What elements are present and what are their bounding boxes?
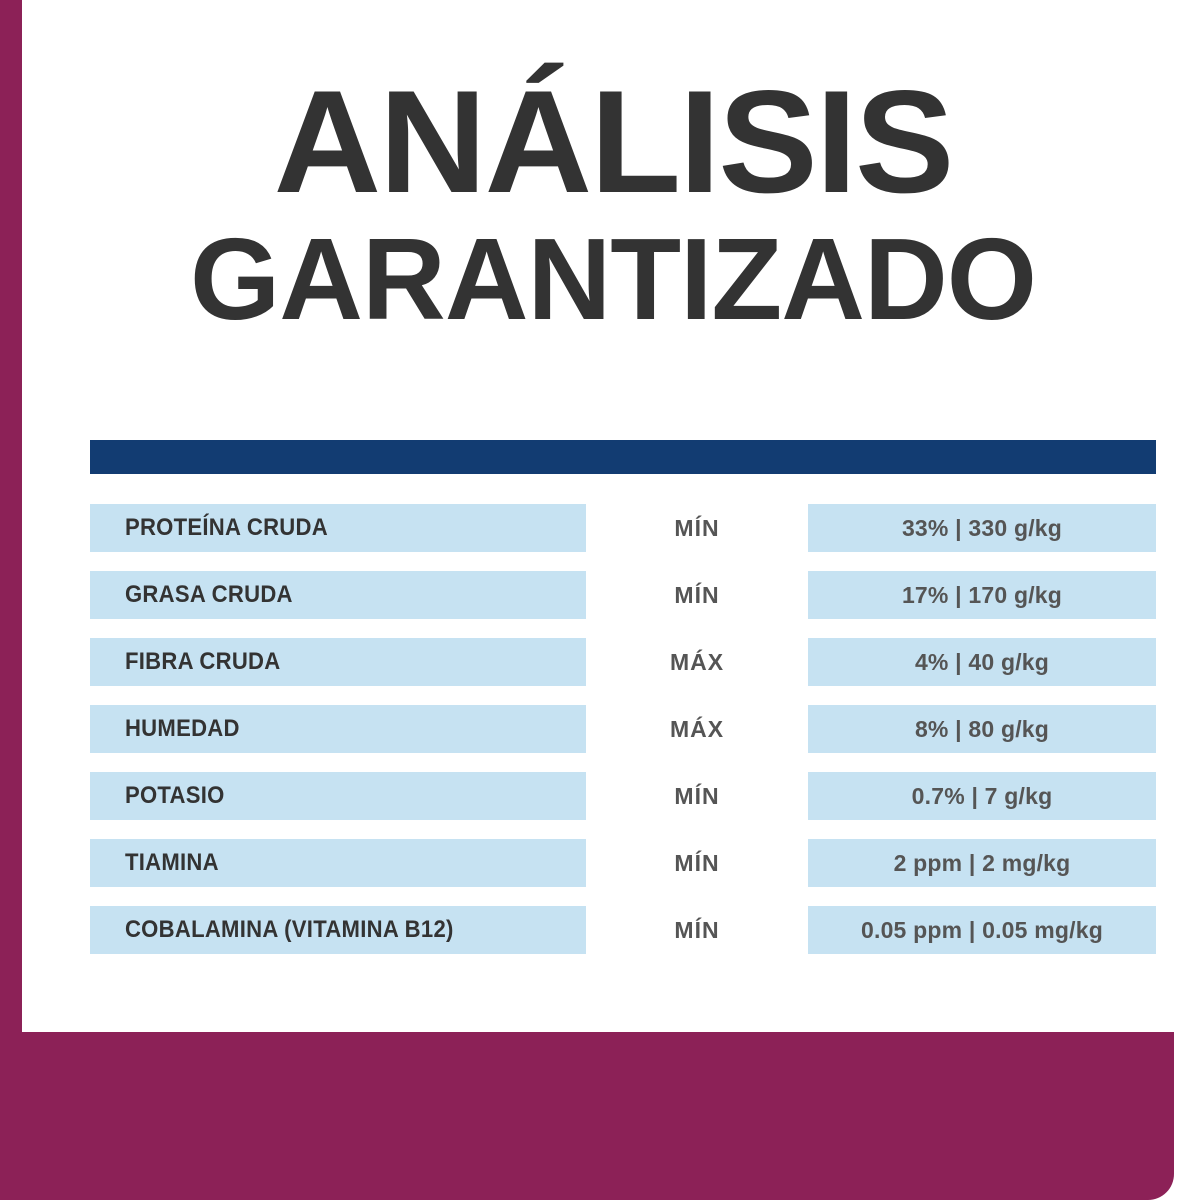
value-label: 0.05 ppm | 0.05 mg/kg [860, 916, 1103, 943]
nutrient-cell [90, 839, 586, 887]
nutrient-label: FIBRA CRUDA [124, 648, 281, 675]
limit-cell [586, 571, 808, 619]
value-label: 33% | 330 g/kg [901, 514, 1063, 541]
limit-label: MÁX [669, 715, 725, 742]
analysis-card [22, 0, 1200, 1030]
value-label: 0.7% | 7 g/kg [911, 782, 1053, 809]
value-cell [808, 504, 1156, 552]
page-title [68, 60, 1158, 345]
table-row [90, 839, 1156, 887]
table-row [90, 504, 1156, 552]
value-cell [808, 772, 1156, 820]
bottom-frame-band [0, 1032, 1174, 1200]
table-row [90, 772, 1156, 820]
limit-cell [586, 638, 808, 686]
nutrient-label: HUMEDAD [124, 715, 240, 742]
value-label: 8% | 80 g/kg [914, 715, 1050, 742]
limit-label: MÍN [674, 581, 720, 608]
nutrient-label: PROTEÍNA CRUDA [124, 514, 328, 541]
nutrient-cell [90, 906, 586, 954]
value-cell [808, 906, 1156, 954]
value-cell [808, 839, 1156, 887]
limit-cell [586, 906, 808, 954]
limit-cell [586, 705, 808, 753]
nutrient-cell [90, 638, 586, 686]
header-divider-bar [90, 440, 1156, 474]
limit-label: MÍN [674, 849, 720, 876]
guaranteed-analysis-table [90, 504, 1156, 973]
limit-cell [586, 839, 808, 887]
nutrient-cell [90, 504, 586, 552]
value-cell [808, 571, 1156, 619]
limit-cell [586, 772, 808, 820]
nutrient-label: POTASIO [124, 782, 225, 809]
value-label: 2 ppm | 2 mg/kg [893, 849, 1071, 876]
nutrient-cell [90, 571, 586, 619]
value-cell [808, 705, 1156, 753]
table-row [90, 705, 1156, 753]
table-row [90, 571, 1156, 619]
table-row [90, 906, 1156, 954]
value-cell [808, 638, 1156, 686]
left-frame-band [0, 0, 22, 1200]
limit-cell [586, 504, 808, 552]
title-line-analisis: ANÁLISIS [273, 60, 953, 223]
nutrient-cell [90, 705, 586, 753]
limit-label: MÍN [674, 514, 720, 541]
limit-label: MÁX [669, 648, 725, 675]
limit-label: MÍN [674, 916, 720, 943]
nutrient-label: GRASA CRUDA [124, 581, 293, 608]
table-row [90, 638, 1156, 686]
title-line-garantizado: GARANTIZADO [189, 214, 1037, 345]
value-label: 17% | 170 g/kg [901, 581, 1063, 608]
value-label: 4% | 40 g/kg [914, 648, 1050, 675]
limit-label: MÍN [674, 782, 720, 809]
nutrient-label: COBALAMINA (VITAMINA B12) [124, 916, 454, 943]
nutrient-label: TIAMINA [124, 849, 219, 876]
nutrient-cell [90, 772, 586, 820]
